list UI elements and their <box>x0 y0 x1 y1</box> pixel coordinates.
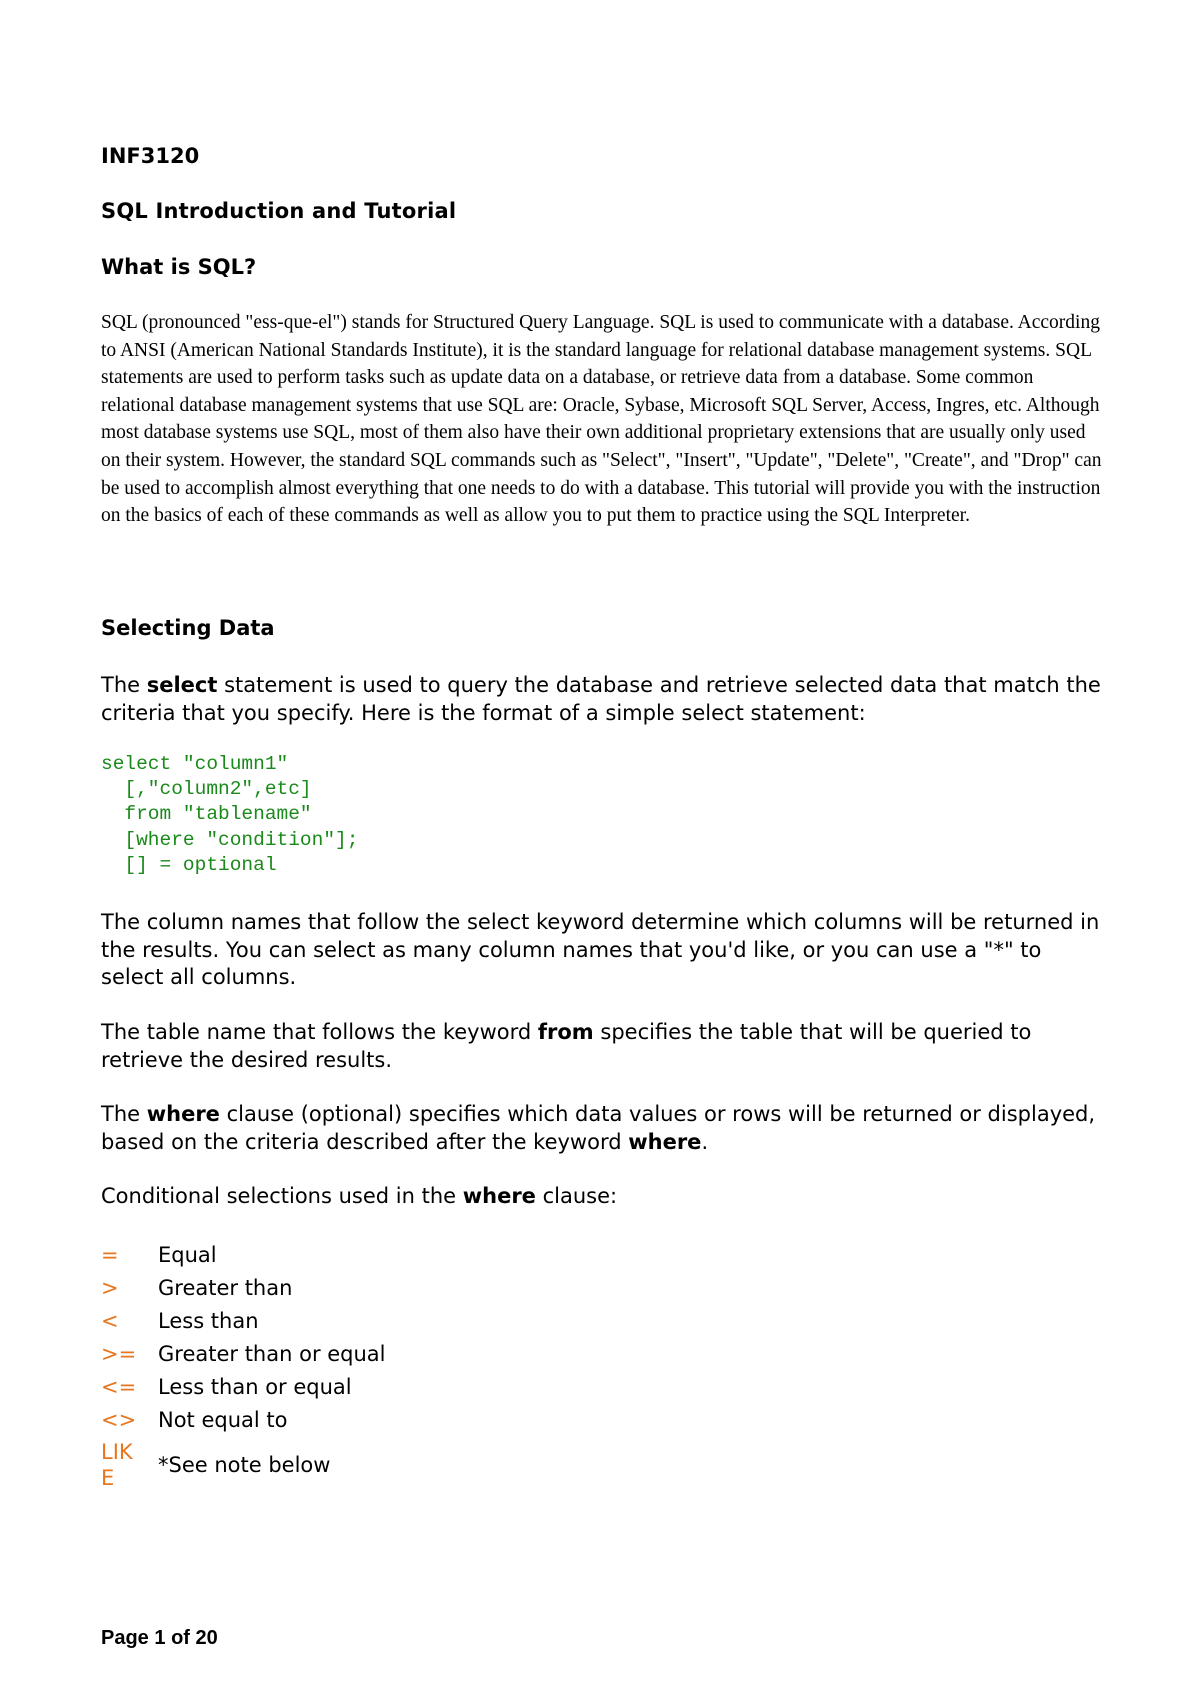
keyword-select: select <box>146 673 218 697</box>
keyword-from: from <box>537 1020 594 1044</box>
operator-symbol: >= <box>101 1341 137 1366</box>
code-line: from "tablename" <box>101 803 312 826</box>
paragraph-column-names: The column names that follow the select keyword determine which columns will be returned in the results. You can select as many column names that you'd like, or you can use a "*" to select all columns. <box>101 910 1100 989</box>
text-run: statement is used to query the database and retrieve selected data that match the criteria that you specify. Here is the format of a simple select statement: <box>101 673 1101 725</box>
operator-symbol: < <box>101 1308 119 1333</box>
operator-meaning: *See note below <box>158 1453 331 1477</box>
keyword-where: where <box>146 1102 220 1126</box>
page-footer <box>101 1627 218 1650</box>
operator-meaning: Equal <box>158 1242 217 1267</box>
paragraph-where-clause <box>101 1101 1106 1156</box>
text-run: specifies the table that will be queried to retrieve the desired results. <box>101 1020 1032 1072</box>
paragraph-select-statement <box>101 672 1106 727</box>
paragraph-conditional-selections <box>101 1183 1106 1211</box>
code-block <box>101 752 358 878</box>
operator-symbol: <> <box>101 1407 137 1432</box>
paragraph-table-name <box>101 1019 1106 1074</box>
operator-row <box>101 1403 386 1436</box>
keyword-where: where <box>462 1184 536 1208</box>
operator-row <box>101 1238 386 1271</box>
text-run: clause (optional) specifies which data values or rows will be returned or displayed, based on the criteria described after the keyword <box>101 1102 1096 1154</box>
section-heading-selecting-data: Selecting Data <box>101 616 275 640</box>
operator-meaning: Greater than <box>158 1275 293 1300</box>
operator-table <box>101 1238 386 1494</box>
operator-row <box>101 1370 386 1403</box>
operator-row <box>101 1337 386 1370</box>
operator-symbol: > <box>101 1275 119 1300</box>
operator-symbol: LIKE <box>101 1440 133 1490</box>
footer-page-label: Page <box>101 1627 149 1649</box>
course-code: INF3120 <box>101 144 200 168</box>
operator-row <box>101 1304 386 1337</box>
operator-meaning: Not equal to <box>158 1407 288 1432</box>
footer-total-pages: 20 <box>195 1627 218 1649</box>
operator-meaning: Less than <box>158 1308 259 1333</box>
text-run: The <box>101 673 147 697</box>
code-line: [] = optional <box>101 853 277 876</box>
keyword-where: where <box>628 1129 702 1154</box>
document-title: SQL Introduction and Tutorial <box>101 199 457 223</box>
operator-symbol: = <box>101 1242 119 1267</box>
text-run: . <box>701 1129 709 1154</box>
intro-paragraph: SQL (pronounced "ess-que-el") stands for Structured Query Language. SQL is used to communicate with a database. According to ANSI (American National Standards Institute), it is the standard language for relational database management systems. SQL statements are used to perform tasks such as update data on a database, or retrieve data from a database. Some common relational database management systems that use SQL are: Oracle, Sybase, Microsoft SQL Server, Access, Ingres, etc. Although most database systems use SQL, most of them also have their own additional proprietary extensions that are usually only used on their system. However, the standard SQL commands such as "Select", "Insert", "Update", "Delete", "Create", and "Drop" can be used to accomplish almost everything that one needs to do with a database. This tutorial will provide you with the instruction on the basics of each of these commands as well as allow you to put them to practice using the SQL Interpreter. <box>101 312 1102 527</box>
text-run: The <box>101 1102 147 1126</box>
operator-symbol: <= <box>101 1374 137 1399</box>
text-run: Conditional selections used in the <box>101 1184 463 1208</box>
code-line: [,"column2",etc] <box>101 778 312 801</box>
operator-row <box>101 1271 386 1304</box>
operator-meaning: Greater than or equal <box>158 1341 386 1366</box>
operator-row <box>101 1436 386 1494</box>
code-line: [where "condition"]; <box>101 828 359 851</box>
footer-of-label: of <box>171 1627 190 1649</box>
section-heading-what-is-sql: What is SQL? <box>101 255 257 279</box>
text-run: The table name that follows the keyword <box>101 1020 538 1044</box>
code-line: select "column1" <box>101 753 289 775</box>
footer-page-number: 1 <box>154 1627 166 1649</box>
text-run: clause: <box>535 1184 618 1208</box>
operator-meaning: Less than or equal <box>158 1374 352 1399</box>
